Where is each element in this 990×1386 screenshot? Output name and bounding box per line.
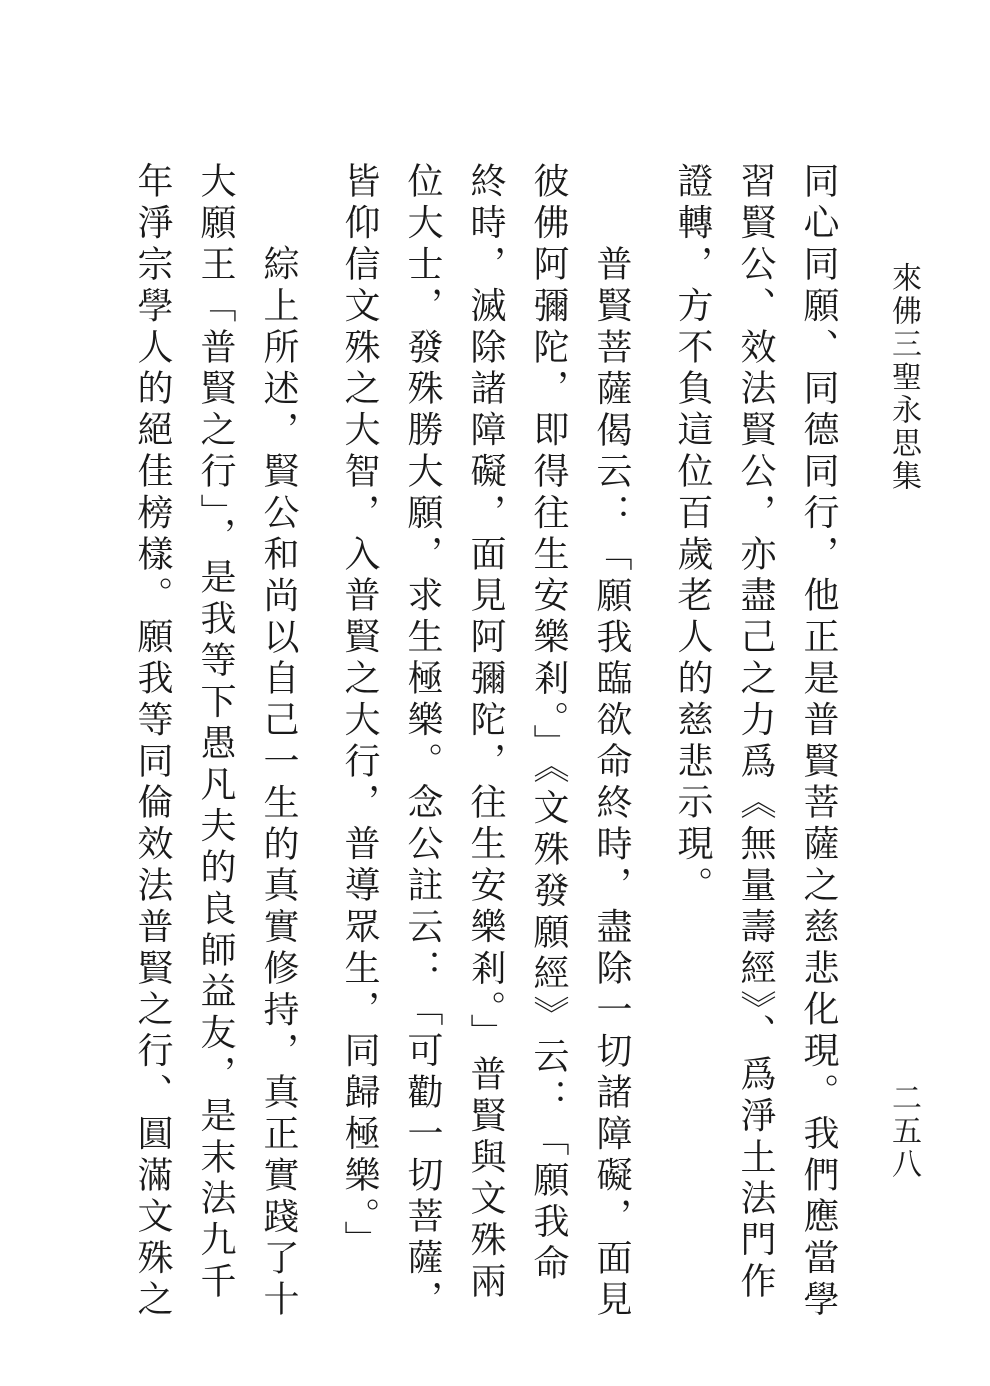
text-line-11: 年淨宗學人的絕佳榜樣。願我等同倫效法普賢之行、圓滿文殊之 — [132, 162, 173, 1322]
text-line-3: 證轉，方不負這位百歲老人的慈悲示現。 — [672, 162, 713, 908]
text-line-10: 大願王「普賢之行」，是我等下愚凡夫的良師益友，是末法九千 — [195, 162, 236, 1304]
text-line-9: 綜上所述，賢公和尚以自己一生的真實修持，真正實踐了十 — [258, 245, 299, 1322]
text-line-2: 習賢公、效法賢公，亦盡己之力爲《無量壽經》、爲淨土法門作 — [735, 162, 776, 1304]
page-number: 二五八 — [886, 1082, 921, 1181]
book-title: 來佛三聖永思集 — [886, 262, 921, 493]
text-line-6: 終時，滅除諸障礙，面見阿彌陀，往生安樂剎。」普賢與文殊兩 — [465, 162, 506, 1304]
text-line-5: 彼佛阿彌陀，即得往生安樂剎。」《文殊發願經》云：「願我命 — [528, 162, 569, 1286]
text-line-7: 位大士，發殊勝大願，求生極樂。念公註云：「可勸一切菩薩， — [402, 162, 443, 1322]
text-line-8: 皆仰信文殊之大智，入普賢之大行，普導眾生，同歸極樂。」 — [339, 162, 380, 1262]
text-line-1: 同心同願、同德同行，他正是普賢菩薩之慈悲化現。我們應當學 — [798, 162, 839, 1322]
text-line-4: 普賢菩薩偈云：「願我臨欲命終時，盡除一切諸障礙，面見 — [591, 245, 632, 1322]
